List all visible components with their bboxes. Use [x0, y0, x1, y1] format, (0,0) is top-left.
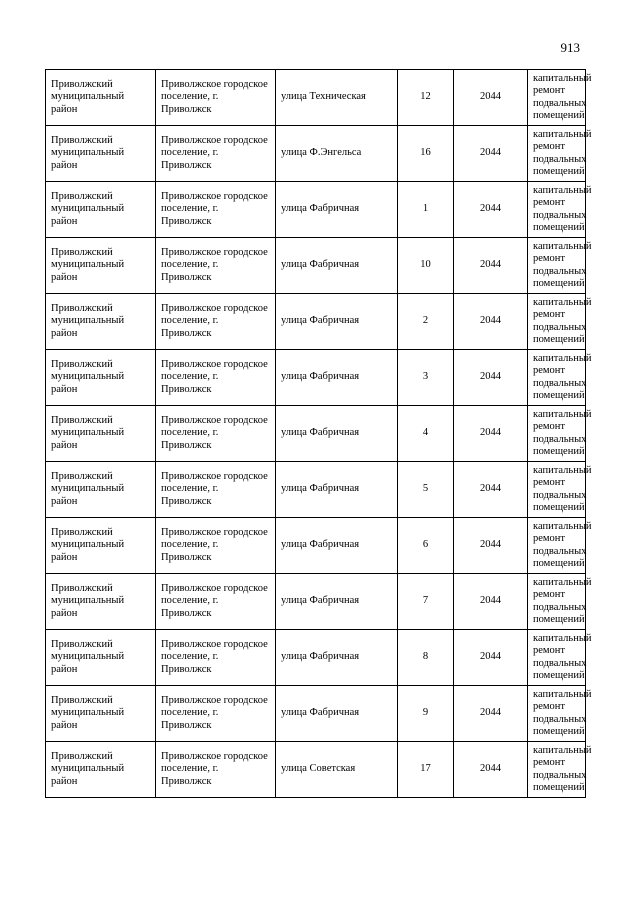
work-type-cell: капитальный ремонт подвальных помещений [528, 462, 586, 518]
page-number: 913 [560, 40, 580, 55]
street-cell: улица Фабричная [276, 686, 398, 742]
house-number-cell: 4 [398, 406, 454, 462]
house-number-cell: 16 [398, 126, 454, 182]
registry-table-body [46, 70, 592, 798]
house-number-cell: 7 [398, 574, 454, 630]
district-cell: Приволжский муниципальный район [46, 238, 156, 294]
table-row [46, 350, 586, 406]
table-row [46, 294, 586, 350]
house-number-cell: 17 [398, 742, 454, 798]
year-cell: 2044 [454, 518, 528, 574]
table-row [46, 462, 586, 518]
settlement-cell: Приволжское городское поселение, г. Приволжск [156, 518, 276, 574]
work-type-cell: капитальный ремонт подвальных помещений [528, 238, 586, 294]
district-cell: Приволжский муниципальный район [46, 574, 156, 630]
settlement-cell: Приволжское городское поселение, г. Приволжск [156, 686, 276, 742]
table-row [46, 70, 586, 126]
table-row [46, 686, 586, 742]
house-number-cell: 3 [398, 350, 454, 406]
table-row [46, 126, 586, 182]
district-cell: Приволжский муниципальный район [46, 742, 156, 798]
district-cell: Приволжский муниципальный район [46, 686, 156, 742]
table-row [46, 574, 586, 630]
table-row [46, 406, 586, 462]
work-type-cell: капитальный ремонт подвальных помещений [528, 350, 586, 406]
settlement-cell: Приволжское городское поселение, г. Приволжск [156, 406, 276, 462]
table-row [46, 182, 586, 238]
street-cell: улица Фабричная [276, 630, 398, 686]
street-cell: улица Фабричная [276, 518, 398, 574]
district-cell: Приволжский муниципальный район [46, 462, 156, 518]
settlement-cell: Приволжское городское поселение, г. Приволжск [156, 70, 276, 126]
settlement-cell: Приволжское городское поселение, г. Приволжск [156, 462, 276, 518]
house-number-cell: 6 [398, 518, 454, 574]
district-cell: Приволжский муниципальный район [46, 70, 156, 126]
district-cell: Приволжский муниципальный район [46, 350, 156, 406]
table-row [46, 630, 586, 686]
year-cell: 2044 [454, 350, 528, 406]
settlement-cell: Приволжское городское поселение, г. Приволжск [156, 294, 276, 350]
district-cell: Приволжский муниципальный район [46, 182, 156, 238]
table-row [46, 518, 586, 574]
house-number-cell: 1 [398, 182, 454, 238]
year-cell: 2044 [454, 630, 528, 686]
settlement-cell: Приволжское городское поселение, г. Приволжск [156, 630, 276, 686]
district-cell: Приволжский муниципальный район [46, 406, 156, 462]
year-cell: 2044 [454, 686, 528, 742]
street-cell: улица Ф.Энгельса [276, 126, 398, 182]
street-cell: улица Фабричная [276, 574, 398, 630]
work-type-cell: капитальный ремонт подвальных помещений [528, 182, 586, 238]
year-cell: 2044 [454, 70, 528, 126]
settlement-cell: Приволжское городское поселение, г. Приволжск [156, 742, 276, 798]
year-cell: 2044 [454, 462, 528, 518]
work-type-cell: капитальный ремонт подвальных помещений [528, 294, 586, 350]
house-number-cell: 8 [398, 630, 454, 686]
table-row [46, 238, 586, 294]
settlement-cell: Приволжское городское поселение, г. Приволжск [156, 182, 276, 238]
work-type-cell: капитальный ремонт подвальных помещений [528, 686, 586, 742]
work-type-cell: капитальный ремонт подвальных помещений [528, 126, 586, 182]
district-cell: Приволжский муниципальный район [46, 126, 156, 182]
street-cell: улица Фабричная [276, 350, 398, 406]
table-row [46, 742, 586, 798]
work-type-cell: капитальный ремонт подвальных помещений [528, 742, 586, 798]
house-number-cell: 9 [398, 686, 454, 742]
house-number-cell: 5 [398, 462, 454, 518]
year-cell: 2044 [454, 126, 528, 182]
house-number-cell: 12 [398, 70, 454, 126]
work-type-cell: капитальный ремонт подвальных помещений [528, 518, 586, 574]
street-cell: улица Советская [276, 742, 398, 798]
year-cell: 2044 [454, 574, 528, 630]
year-cell: 2044 [454, 406, 528, 462]
street-cell: улица Фабричная [276, 462, 398, 518]
district-cell: Приволжский муниципальный район [46, 630, 156, 686]
settlement-cell: Приволжское городское поселение, г. Приволжск [156, 238, 276, 294]
registry-table [45, 69, 592, 798]
street-cell: улица Фабричная [276, 182, 398, 238]
house-number-cell: 10 [398, 238, 454, 294]
street-cell: улица Техническая [276, 70, 398, 126]
street-cell: улица Фабричная [276, 238, 398, 294]
work-type-cell: капитальный ремонт подвальных помещений [528, 630, 586, 686]
settlement-cell: Приволжское городское поселение, г. Приволжск [156, 126, 276, 182]
settlement-cell: Приволжское городское поселение, г. Приволжск [156, 350, 276, 406]
district-cell: Приволжский муниципальный район [46, 518, 156, 574]
year-cell: 2044 [454, 294, 528, 350]
year-cell: 2044 [454, 742, 528, 798]
work-type-cell: капитальный ремонт подвальных помещений [528, 574, 586, 630]
street-cell: улица Фабричная [276, 294, 398, 350]
year-cell: 2044 [454, 238, 528, 294]
street-cell: улица Фабричная [276, 406, 398, 462]
house-number-cell: 2 [398, 294, 454, 350]
work-type-cell: капитальный ремонт подвальных помещений [528, 406, 586, 462]
year-cell: 2044 [454, 182, 528, 238]
work-type-cell: капитальный ремонт подвальных помещений [528, 70, 586, 126]
settlement-cell: Приволжское городское поселение, г. Приволжск [156, 574, 276, 630]
district-cell: Приволжский муниципальный район [46, 294, 156, 350]
